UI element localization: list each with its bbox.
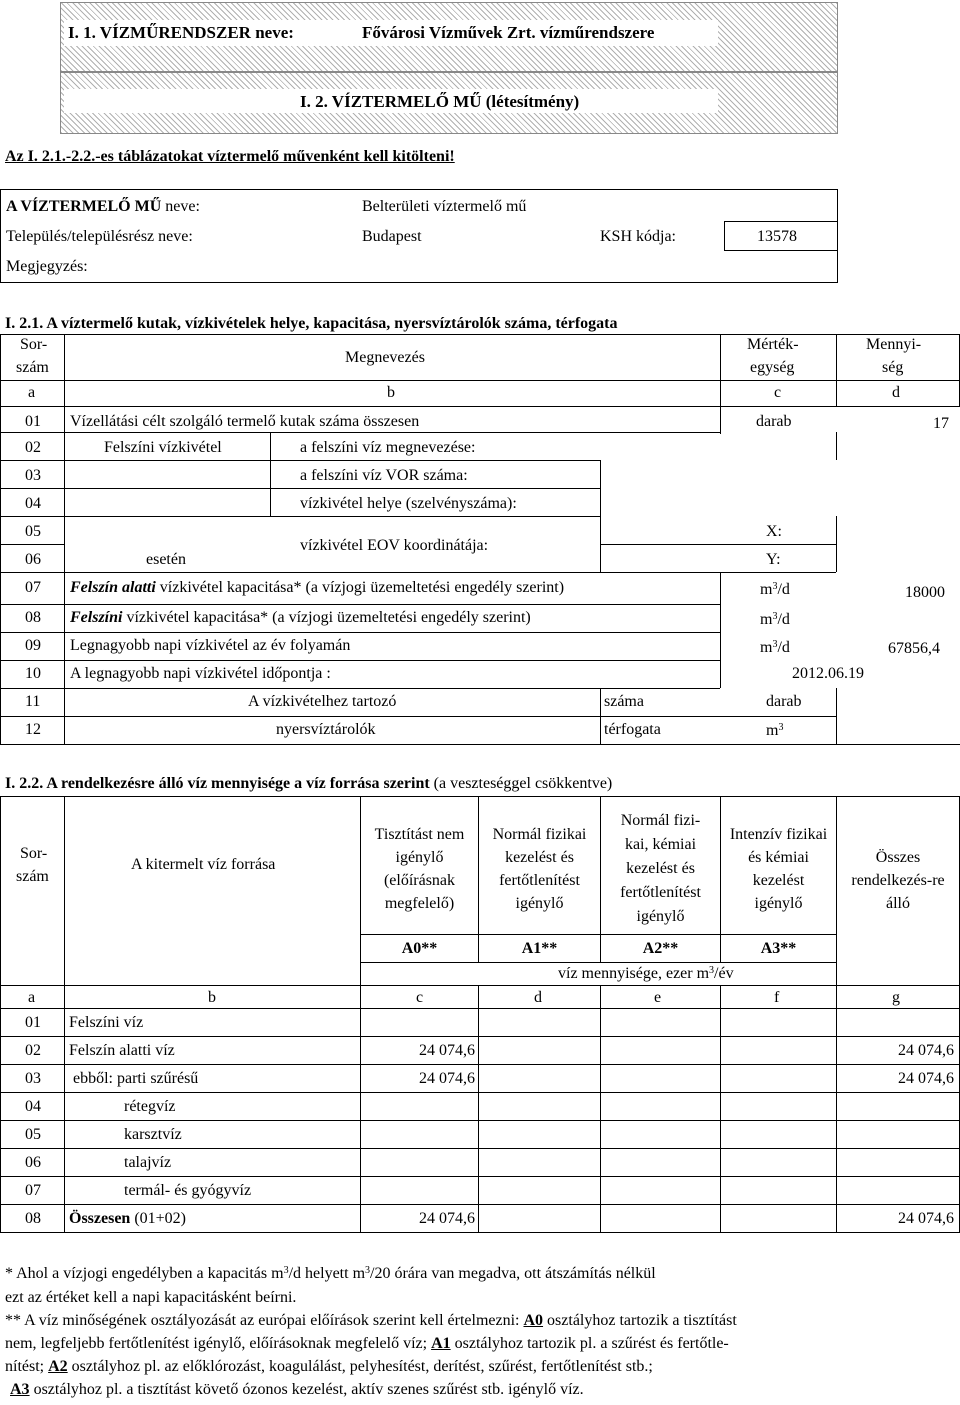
ksh-label: KSH kódja:	[600, 228, 676, 245]
t2-r04-no: 04	[25, 1098, 41, 1115]
t1-r09-no: 09	[25, 637, 41, 654]
settlement-value[interactable]: Budapest	[362, 228, 422, 245]
instruction-text: Az I. 2.1.-2.2.-es táblázatokat víztermelő művenként kell kitölteni!	[5, 148, 455, 165]
facility-name-label: A VÍZTERMELŐ MŰ neve:	[6, 198, 200, 215]
t2-r07-no: 07	[25, 1182, 41, 1199]
t1-r07-no: 07	[25, 579, 41, 596]
t1-r09-value[interactable]: 67856,4	[888, 640, 940, 657]
t2-r02-c[interactable]: 24 074,6	[419, 1042, 475, 1059]
t1-unit1: Mérték-	[747, 336, 799, 353]
t2-r08-c[interactable]: 24 074,6	[419, 1210, 475, 1227]
t1-unit2: egység	[750, 359, 795, 376]
t1-col-b: b	[387, 384, 395, 401]
t1-sor2: szám	[16, 359, 49, 376]
t1-qty1: Mennyi-	[866, 336, 922, 353]
note-label: Megjegyzés:	[6, 258, 88, 275]
t1-r12-mid: térfogata	[604, 721, 661, 738]
t2-r03-no: 03	[25, 1070, 41, 1087]
footnote-2: ** A víz minőségének osztályozását az európai előírások szerint kell értelmezni: A0 osztályhoz tartozik a tisztítást	[5, 1312, 737, 1329]
t2-r07-name: termál- és gyógyvíz	[124, 1182, 252, 1199]
t1-r08-unit: $m^3/d$	[760, 611, 790, 628]
t2-col-f: f	[774, 989, 780, 1006]
t1-col-d: d	[892, 384, 900, 401]
t1-r06-y: Y:	[766, 551, 781, 568]
facility-section-title: I. 2. VÍZTERMELŐ MŰ (létesítmény)	[300, 92, 580, 111]
t2-col-d-header: Normál fizikai kezelést és fertőtlenítést igénylő	[492, 826, 587, 912]
system-label: I. 1. VÍZMŰRENDSZER neve:	[68, 23, 294, 42]
t1-r05-no: 05	[25, 523, 41, 540]
t2-class-a0: A0**	[401, 940, 438, 957]
t1-r05-text: vízkivétel EOV koordinátája:	[300, 537, 489, 554]
t1-r02-left: Felszíni vízkivétel	[104, 439, 222, 456]
t2-sor1: Sor-	[20, 845, 48, 862]
t2-r03-name: ebből: parti szűrésű	[73, 1070, 199, 1087]
t1-col-c: c	[774, 384, 782, 401]
t1-r05-x: X:	[766, 523, 782, 540]
t1-r12-unit: $m^3$	[766, 722, 784, 739]
t2-r04-name: rétegvíz	[124, 1098, 176, 1115]
t2-col-f-header: Intenzív fizikai és kémiai kezelést igénylő	[729, 826, 828, 912]
t2-r02-g[interactable]: 24 074,6	[898, 1042, 954, 1059]
t1-r07-unit: $m^3/d$	[760, 581, 790, 598]
table2-title: I. 2.2. A rendelkezésre álló víz mennyisége a víz forrása szerint (a veszteséggel csökkentve)	[5, 775, 613, 792]
t1-r01-value[interactable]: 17	[933, 415, 949, 432]
t1-qty2: ség	[882, 359, 904, 376]
footnote-2-cont3: A3 osztályhoz pl. a tisztítást követő ózonos kezelést, aktív szenes szűrést stb. igénylő víz.	[10, 1381, 584, 1398]
t1-sor1: Sor-	[20, 336, 48, 353]
footnote-2-cont1: nem, legfeljebb fertőtlenítést igénylő, előírásoknak megfelelő víz; A1 osztályhoz tartozik pl. a szűrést és fertőtle-	[5, 1335, 729, 1352]
t2-source-header: A kitermelt víz forrása	[131, 856, 276, 873]
system-name: Fővárosi Vízművek Zrt. vízműrendszere	[362, 23, 655, 42]
t1-name-header: Megnevezés	[345, 349, 425, 366]
t1-r07-value[interactable]: 18000	[905, 584, 945, 601]
t2-r08-g[interactable]: 24 074,6	[898, 1210, 954, 1227]
t2-col-e-header: Normál fizi- kai, kémiai kezelést és fertőtlenítést igénylő	[620, 812, 701, 925]
t2-class-a1: A1**	[521, 940, 558, 957]
t1-r07-text: Felszín alatti vízkivétel kapacitása* (a vízjogi üzemeltetési engedély szerint)	[70, 579, 565, 596]
t1-r01-no: 01	[25, 413, 41, 430]
t2-r03-c[interactable]: 24 074,6	[419, 1070, 475, 1087]
t1-r11-unit: darab	[766, 693, 802, 710]
t1-r10-value[interactable]: 2012.06.19	[792, 665, 864, 682]
t2-r08-no: 08	[25, 1210, 41, 1227]
t1-r01-text: Vízellátási célt szolgáló termelő kutak száma összesen	[70, 413, 420, 430]
t2-col-b: b	[208, 989, 216, 1006]
t2-r05-no: 05	[25, 1126, 41, 1143]
t1-r03-no: 03	[25, 467, 41, 484]
t2-r02-no: 02	[25, 1042, 41, 1059]
t2-r08-name: Összesen (01+02)	[69, 1210, 187, 1227]
t2-r01-name: Felszíni víz	[69, 1014, 144, 1031]
t1-r06-no: 06	[25, 551, 41, 568]
t1-r10-text: A legnagyobb napi vízkivétel időpontja :	[70, 665, 331, 682]
t2-col-d: d	[534, 989, 542, 1006]
t2-class-a2: A2**	[642, 940, 679, 957]
t1-r04-text: vízkivétel helye (szelvényszáma):	[300, 495, 517, 512]
table1-title: I. 2.1. A víztermelő kutak, vízkivételek helye, kapacitása, nyersvíztárolók száma, térfogata	[5, 315, 618, 332]
t1-r06-left: esetén	[146, 551, 186, 568]
t1-r11-mid: száma	[604, 693, 644, 710]
t1-r11-no: 11	[25, 693, 41, 710]
footnote-1: * Ahol a vízjogi engedélyben a kapacitás $m^3/d$ helyett $m^3/20$ órára van megadva, ott átszámítás nélkül	[5, 1265, 656, 1282]
t1-r10-no: 10	[25, 665, 41, 682]
t2-sor2: szám	[16, 868, 49, 885]
t2-col-g-header: Összes rendelkezés-re álló	[851, 849, 945, 912]
t2-unit-caption: víz mennyisége, ezer $m^3/év$	[558, 965, 734, 982]
t1-col-a: a	[28, 384, 36, 401]
t2-r01-no: 01	[25, 1014, 41, 1031]
footnote-2-cont2: nítést; A2 osztályhoz pl. az előklórozást, koagulálást, pelyhesítést, derítést, szűrést, fertőtlenítést stb.;	[5, 1358, 653, 1375]
t2-class-a3: A3**	[760, 940, 797, 957]
t1-r02-no: 02	[25, 439, 41, 456]
t2-col-c: c	[416, 989, 424, 1006]
facility-name-value[interactable]: Belterületi víztermelő mű	[362, 198, 527, 215]
t2-col-c-header: Tisztítást nem igénylő (előírásnak megfelelő)	[374, 826, 465, 912]
t1-r03-text: a felszíni víz VOR száma:	[300, 467, 468, 484]
t2-r03-g[interactable]: 24 074,6	[898, 1070, 954, 1087]
t1-r12-no: 12	[25, 721, 41, 738]
t2-col-a: a	[28, 989, 36, 1006]
ksh-value[interactable]: 13578	[757, 228, 797, 245]
t1-r12-text: nyersvíztárolók	[276, 721, 376, 738]
footnote-1-cont: ezt az értéket kell a napi kapacitásként beírni.	[5, 1289, 297, 1306]
t2-r05-name: karsztvíz	[124, 1126, 182, 1143]
t2-col-g: g	[892, 989, 900, 1006]
t1-r08-no: 08	[25, 609, 41, 626]
t2-r06-name: talajvíz	[124, 1154, 172, 1171]
t1-r09-text: Legnagyobb napi vízkivétel az év folyamán	[70, 637, 351, 654]
t1-r02-text: a felszíni víz megnevezése:	[300, 439, 476, 456]
t1-r04-no: 04	[25, 495, 41, 512]
t2-col-e: e	[654, 989, 662, 1006]
t1-r01-unit: darab	[756, 413, 792, 430]
t2-r02-name: Felszín alatti víz	[69, 1042, 175, 1059]
settlement-label: Település/településrész neve:	[6, 228, 193, 245]
t1-r08-text: Felszíni vízkivétel kapacitása* (a vízjogi üzemeltetési engedély szerint)	[70, 609, 531, 626]
t1-r09-unit: $m^3/d$	[760, 639, 790, 656]
t1-r11-text: A vízkivételhez tartozó	[248, 693, 397, 710]
t2-r06-no: 06	[25, 1154, 41, 1171]
